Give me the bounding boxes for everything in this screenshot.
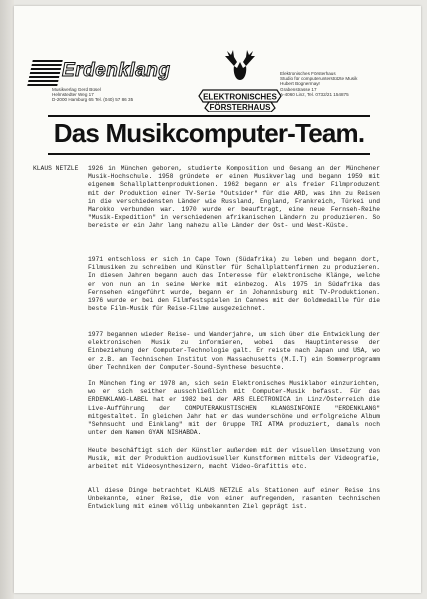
logo-line-2: FÖRSTERHAUS	[209, 103, 271, 112]
paragraph-text: 1977 begannen wieder Reise- und Wanderjahre, um sich über die Entwicklung der elektronischen Musik zu informieren, wobei das Hauptinteresse der Einbeziehung der Computer-Technologie galt. Er reiste nach Japan und USA, wo er z.B. am Technischen Institut von Massachusetts (M.I.T) ein Sommerprogramm über Techniken der Computer-Sound-Synthese besuchte.	[88, 331, 380, 371]
paragraph	[88, 165, 380, 231]
erdenklang-address	[52, 87, 133, 103]
address-line: Musikverlag Gerd Büsel	[52, 87, 101, 92]
paragraph	[88, 256, 380, 313]
paragraph	[88, 447, 380, 472]
paragraph-text: Heute beschäftigt sich der Künstler außerdem mit der visuellen Umsetzung von Musik, mit der Produktion audiovisueller Kunstformen mittels der Videografie, arbeitet mit Videosynthesizern, macht Video-Grafittis etc.	[88, 447, 380, 471]
paragraph-text: 1926 in München geboren, studierte Komposition und Gesang an der Münchener Musik-Hochschule. 1958 gründete er einen Musikverlag und begann 1959 mit eigenem Schallplattenproduktionen. 1962 begann er als freier Filmproduzent mit der Produktion einer TV-Serie "Outsider" für die ARD, was ihn zu Reisen in die verschiedensten Länder wie Russland, England, Frankreich, Türkei und Marokko verbunden war. 1970 wurde er beauftragt, eine neue Fernseh-Reihe "Musik-Expedition" in verschiedenen afrikanischen Ländern zu produzieren. So bereiste er ein Jahr lang nahezu alle Länder der Ost- und West-Küste.	[88, 165, 380, 230]
address-line: Studio für computerunterstützte Musik	[280, 76, 358, 82]
artist-name-label: KLAUS NETZLE	[33, 165, 79, 172]
paragraph	[88, 331, 380, 372]
address-line: A-4060 Linz, Tel. 0732/21 154875	[280, 91, 349, 97]
paragraph-text: In München fing er 1978 an, sich sein Elektronisches Musiklabor einzurichten, wo er sich seither ausschließlich mit Computer-Musik befasst. Für das ERDENKLANG-LABEL hat er 1982 bei der ARS ELECTRONICA in Linz/Österreich die Live-Aufführung der COMPUTERAKUSTISCHEN KLANGSINFONIE "ERDENKLANG" mitgestaltet. In gleichen Jahr hat er das wunderschöne und erfolgreiche Album "Sehnsucht und Einklang" mit der Gruppe TRI ATMA produziert, damals noch unter dem Namen GYAN NISHABDA.	[88, 380, 380, 437]
address-line: Hubert Bognermayr	[280, 81, 321, 87]
paragraph	[88, 487, 380, 512]
title-banner	[48, 115, 370, 155]
deer-head-icon	[225, 50, 255, 80]
paragraph-text: All diese Dinge betrachtet KLAUS NETZLE als Stationen auf einer Reise ins Unbekannte, einer Reise, die von einer aufregenden, rasanten technischen Entwicklung mit einem völlig unbekannten Ziel geprägt ist.	[88, 487, 380, 511]
address-line: D-2000 Hamburg 65 Tel. (040) 57 86 35	[52, 97, 134, 103]
address-line: Elektronisches Försterhaus	[280, 71, 336, 76]
logo-line-1: ELEKTRONISCHES	[203, 92, 277, 102]
paragraph-text: 1971 entschloss er sich in Cape Town (Südafrika) zu leben und begann dort, Filmusiken zu schreiben und Künstler für Schallplattenfirmen zu produzieren. In diesen Jahren begann auch das Interesse für elektronische Klänge, welche er von nun an in seine Werke mit einbezog. Als 1975 in Südafrika das Fernsehen eingeführt wurde, begann er in Johannisburg mit TV-Produktionen. 1976 wurde er bei den Filmfestspielen in Cannes mit der Goldmedaille für die beste Film-Musik für Reise-Filme ausgezeichnet.	[88, 256, 380, 313]
address-line: Grabenstrasse 17	[280, 86, 317, 92]
erdenklang-logo-text: Erdenklang	[62, 60, 171, 81]
page-edge-shadow	[0, 0, 14, 599]
address-line: Helmstedter Weg 17	[52, 92, 94, 98]
foersterhaus-address	[280, 71, 357, 97]
page-title: Das Musikcomputer-Team.	[53, 118, 365, 148]
paragraph	[88, 380, 380, 437]
erdenklang-mark-icon	[27, 60, 63, 86]
foersterhaus-logo	[195, 50, 285, 112]
